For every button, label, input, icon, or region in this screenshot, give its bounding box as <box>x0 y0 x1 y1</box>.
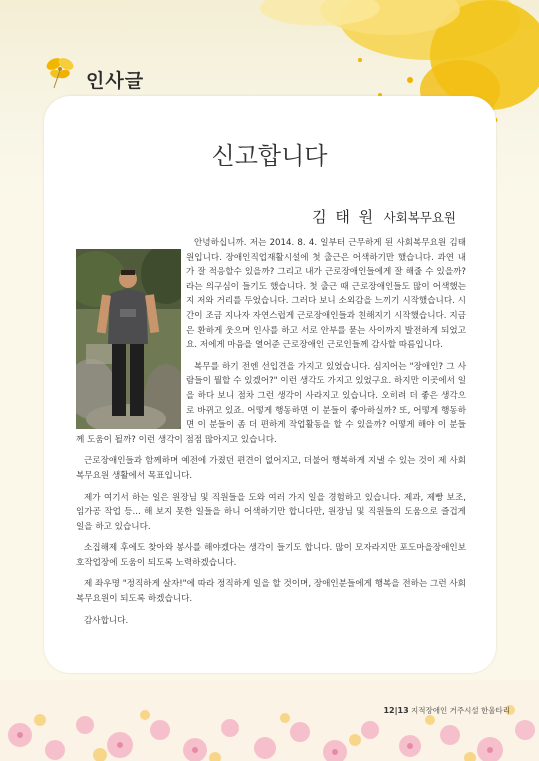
publication-name: 지적장애인 거주시설 한울타리 <box>411 706 510 715</box>
author-line <box>312 206 456 227</box>
author-name: 김 태 원 <box>312 208 376 226</box>
page-footer <box>383 705 510 716</box>
paragraph: 제가 여기서 하는 일은 원장님 및 직원들을 도와 여러 가지 일을 경험하고 있습니다. 제과, 제빵 보조, 임가공 작업 등... 해 보지 못한 일들을 하니 어색하기만 합니다만, 원장님 및 직원들의 도움으로 즐겁게 일을 하고 있습니다. <box>76 492 466 532</box>
page-numbers: 12|13 <box>383 706 409 715</box>
photo-spacer <box>76 236 186 429</box>
section-title: 인사글 <box>86 70 145 92</box>
paragraph: 안녕하십니까. 저는 2014. 8. 4. 일부터 근무하게 된 사회복무요원 김태원입니다. 장애인직업재활시설에 첫 출근은 어색하기만 했습니다. 과연 내가 잘 적응할수 있을까? 그리고 내가 근로장애인들에게 잘 해줄 수 있을까? 라는 의구심이 들기도 했습니다. 첫 출근 때 근로장애인들도 많이 어색했는지 저와 거리를 두었습니다. 그러다 보니 소외감을 느끼기 시작했습니다. 시간이 조금 지나자 자연스럽게 근로장애인들과 친해지기 시작했습니다. 지금은 환하게 웃으며 인사를 하고 서로 안부를 묻는 사이까지 발전하게 되었고요. 저에게 마음을 열어준 근로장애인 근로인들께 감사할 따름입니다. <box>186 238 466 351</box>
flower-field-decoration <box>0 680 539 761</box>
paragraph: 제 좌우명 "정직하게 살자!"에 따라 정직하게 일을 할 것이며, 장애인분들에게 행복을 전하는 그런 사회복무요원이 되도록 하겠습니다. <box>76 579 466 605</box>
paragraph: 감사합니다. <box>84 615 129 626</box>
article-body <box>76 236 466 635</box>
paragraph: 복무를 하기 전엔 선입견을 가지고 있었습니다. 심지어는 "장애인? 그 사람들이 뭘할 수 있겠어?" 이런 생각도 가지고 있었구요. 하지만 이곳에서 일을 하다 보니 점차 그런 생각이 사라지고 있습니다. 오히려 더 좋은 생각으로 바뀌고 있죠. 어떻게 행동하면 이 분들이 좋아하실까? 또, 어떻게 행동하면 이 분들이 좀 더 편하게 작업활동을 할 수 있을까? 어떻게 해야 이 분들께 도움이 될까? 이런 생각이 점점 많아지고 있습니다. <box>76 361 466 445</box>
paragraph: 근로장애인들과 함께하며 예전에 가졌던 편견이 없어지고, 더불어 행복하게 지낼 수 있는 것이 제 사회복무요원 생활에서 목표입니다. <box>76 456 466 481</box>
article-title: 신고합니다 <box>211 142 328 170</box>
butterfly-flower-icon <box>40 52 80 92</box>
paragraph: 소집해제 후에도 찾아와 봉사를 해야겠다는 생각이 들기도 합니다. 많이 모자라지만 포도마을장애인보호작업장에 도움이 되도록 노력하겠습니다. <box>76 543 466 568</box>
author-role: 사회복무요원 <box>383 210 456 225</box>
